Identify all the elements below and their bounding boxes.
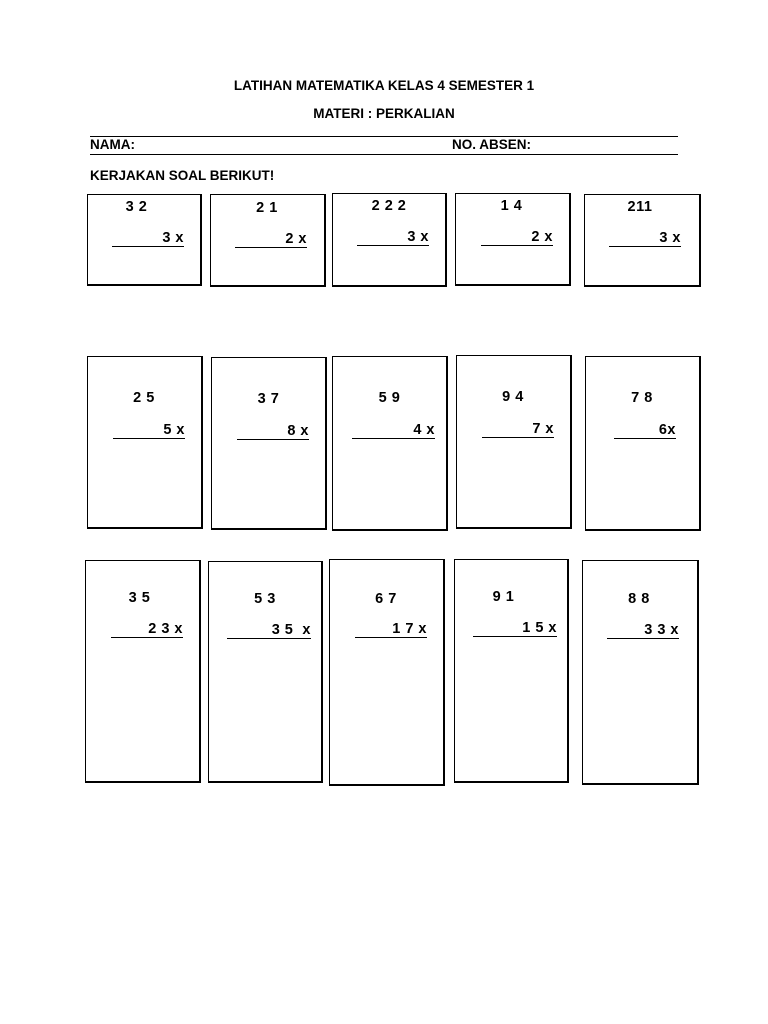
multiplier: 3 x xyxy=(112,230,184,247)
multiplicand: 5 9 xyxy=(378,390,401,406)
multiplier: 4 x xyxy=(352,422,435,439)
multiplier: 8 x xyxy=(237,423,309,440)
multiplicand: 2 5 xyxy=(133,390,155,406)
multiplicand: 8 8 xyxy=(628,591,650,607)
multiplicand: 9 1 xyxy=(492,589,515,605)
multiplier: 3 3 x xyxy=(607,622,679,639)
multiplicand: 3 5 xyxy=(128,590,151,606)
problem-box xyxy=(456,355,572,529)
multiplier: 2 x xyxy=(235,231,307,248)
problem-box xyxy=(85,560,201,783)
problem-box xyxy=(454,559,569,783)
problem-box xyxy=(87,194,202,286)
problem-box xyxy=(87,356,203,529)
bottom-rule xyxy=(90,154,678,155)
multiplicand: 6 7 xyxy=(375,591,397,607)
multiplier: 2 3 x xyxy=(111,621,183,638)
problem-box xyxy=(584,194,701,287)
multiplicand: 7 8 xyxy=(631,390,653,406)
problem-box xyxy=(332,356,448,531)
multiplier: 5 x xyxy=(113,422,185,439)
multiplier: 2 x xyxy=(481,229,553,246)
multiplicand: 1 4 xyxy=(500,198,523,214)
worksheet-title: LATIHAN MATEMATIKA KELAS 4 SEMESTER 1 xyxy=(233,78,535,93)
problem-box xyxy=(211,357,327,530)
problem-box xyxy=(208,561,323,783)
problem-box xyxy=(582,560,699,785)
multiplier: 3 x xyxy=(609,230,681,247)
absen-label: NO. ABSEN: xyxy=(452,137,532,152)
problem-box xyxy=(585,356,701,531)
top-rule xyxy=(90,136,678,137)
multiplier: 7 x xyxy=(482,421,554,438)
multiplicand: 211 xyxy=(627,199,653,215)
problem-box xyxy=(332,193,447,287)
problem-box xyxy=(329,559,445,786)
multiplier: 1 7 x xyxy=(355,621,427,638)
name-label: NAMA: xyxy=(90,137,135,152)
problem-box xyxy=(210,194,326,287)
problem-box xyxy=(455,193,571,286)
instruction-text: KERJAKAN SOAL BERIKUT! xyxy=(90,168,275,183)
multiplicand: 3 7 xyxy=(257,391,280,407)
multiplicand: 5 3 xyxy=(254,591,276,607)
multiplier: 1 5 x xyxy=(473,620,557,637)
multiplier: 6x xyxy=(614,422,676,439)
multiplier: 3 5 x xyxy=(227,622,311,639)
multiplicand: 3 2 xyxy=(125,199,148,215)
multiplier: 3 x xyxy=(357,229,429,246)
multiplicand: 2 2 2 xyxy=(371,198,407,214)
multiplicand: 2 1 xyxy=(256,200,278,216)
multiplicand: 9 4 xyxy=(502,389,524,405)
worksheet-subtitle: MATERI : PERKALIAN xyxy=(313,106,455,121)
